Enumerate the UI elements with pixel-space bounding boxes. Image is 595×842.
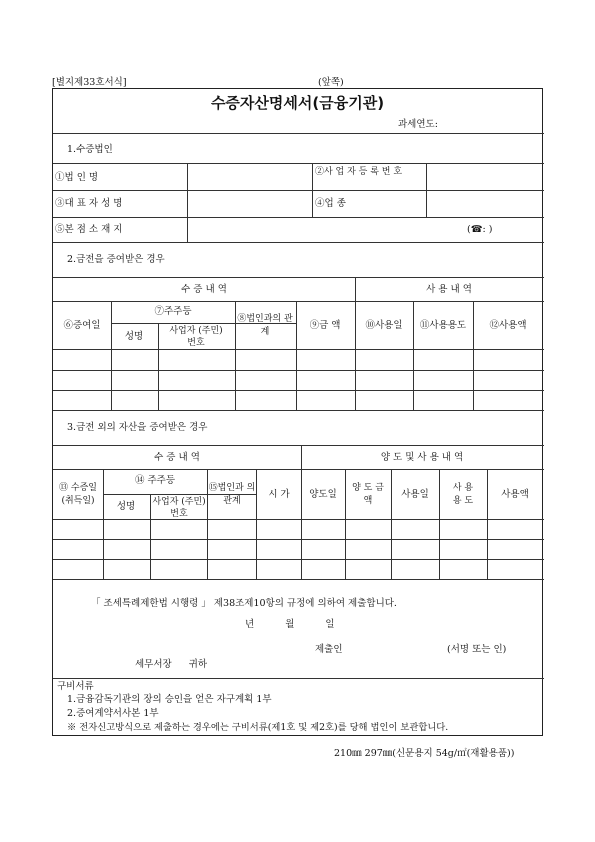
s3-col-date: ⑬ 수증일 (취득일) (59, 483, 97, 506)
rule (413, 301, 414, 410)
s2-col-name: 성명 (124, 331, 144, 342)
rule (53, 390, 544, 391)
s3-col-name: 성명 (116, 501, 136, 512)
addressee: 세무서장 귀하 (135, 659, 208, 670)
s2-col-relation: ⑧법인과의 관 계 (237, 314, 293, 337)
rule (53, 190, 544, 191)
s3-transfer-heading: 양 도 및 사 용 내 역 (380, 452, 464, 463)
s2-col-holder: ⑦주주등 (154, 306, 192, 317)
rule (53, 163, 544, 164)
rule (53, 579, 544, 580)
rule (53, 349, 544, 350)
s2-receipt-heading: 수 증 내 역 (181, 284, 227, 295)
s3-col-holder: ⑭ 주주등 (134, 475, 176, 486)
rule (53, 277, 544, 278)
s2-col-usedate: ⑩사용일 (365, 320, 403, 331)
rule (53, 519, 544, 520)
s2-col-regno: 사업자 (주민)번호 (169, 326, 223, 348)
rule (53, 469, 544, 470)
s3-col-transdate: 양도일 (309, 489, 337, 500)
rule (487, 469, 488, 579)
phone-field: (☎: ) (467, 224, 493, 235)
s2-col-amount: ⑨금 액 (309, 320, 341, 331)
s3-col-usedate: 사용일 (401, 489, 429, 500)
rule (345, 469, 346, 579)
s3-col-relation: ⑮법인과 의 관계 (208, 483, 256, 506)
declaration-statement: 「 조세특례제한법 시행령 」 제38조제10항의 규정에 의하여 제출합니다. (91, 598, 397, 609)
paper-spec-footer: 210㎜ 297㎜(신문용지 54g/㎡(재활용품)) (334, 748, 515, 759)
s3-col-regno: 사업자 (주민)번호 (152, 497, 206, 519)
s3-col-useamount: 사용액 (501, 489, 529, 500)
label-ceo: ③대 표 자 성 명 (55, 198, 123, 209)
form-sheet (52, 88, 543, 736)
s3-col-price: 시 가 (268, 489, 290, 500)
rule (187, 163, 188, 243)
s3-col-transamt: 양 도 금 액 (352, 483, 384, 506)
submitter-label: 제출인 (315, 644, 343, 655)
tax-year-label: 과세연도: (398, 119, 438, 130)
section-1-heading: 1.수증법인 (67, 144, 113, 155)
s2-usage-heading: 사 용 내 역 (426, 284, 472, 295)
rule (53, 370, 544, 371)
rule (53, 445, 544, 446)
form-title: 수증자산명세서(금융기관) (210, 94, 385, 112)
section-2-heading: 2.금전을 증여받은 경우 (67, 254, 165, 265)
rule (53, 133, 544, 134)
label-corp-name: ①법 인 명 (55, 172, 99, 183)
rule (53, 217, 544, 218)
rule (301, 445, 302, 579)
label-biz-no: ②사 업 자 등 록 번 호 (315, 167, 403, 177)
rule (53, 301, 544, 302)
rule (391, 469, 392, 579)
rule (111, 301, 112, 410)
rule (53, 539, 544, 540)
section-3-heading: 3.금전 외의 자산을 증여받은 경우 (67, 422, 208, 433)
rule (53, 410, 544, 411)
signature-label: (서명 또는 인) (447, 644, 507, 655)
rule (53, 678, 544, 679)
rule (355, 277, 356, 410)
rule (53, 242, 544, 243)
docs-item-1: 1.금융감독기관의 장의 승인을 얻은 자구계획 1부 (67, 694, 272, 705)
rule (426, 163, 427, 217)
rule (256, 469, 257, 579)
rule (158, 323, 159, 410)
rule (53, 559, 544, 560)
s2-col-date: ⑥증여일 (63, 320, 101, 331)
declaration-date: 년 월 일 (245, 619, 335, 630)
s2-col-useamount: ⑫사용액 (489, 320, 527, 331)
rule (312, 163, 313, 217)
rule (439, 469, 440, 579)
s3-col-purpose: 사 용 용 도 (452, 483, 474, 506)
label-industry: ④업 종 (315, 198, 346, 209)
rule (296, 301, 297, 410)
s2-col-purpose: ⑪사용용도 (419, 320, 467, 331)
form-number: [별지제33호서식] (52, 77, 127, 88)
docs-heading: 구비서류 (57, 681, 94, 692)
page-side-label: (앞쪽) (318, 77, 344, 88)
s3-receipt-heading: 수 증 내 역 (154, 452, 200, 463)
rule (473, 301, 474, 410)
rule (103, 469, 104, 579)
docs-item-2: 2.증여계약서사본 1부 (67, 708, 159, 719)
label-address: ⑤본 점 소 재 지 (55, 224, 123, 235)
docs-note: ※ 전자신고방식으로 제출하는 경우에는 구비서류(제1호 및 제2호)를 당해 법인이 보관합니다. (67, 722, 449, 733)
